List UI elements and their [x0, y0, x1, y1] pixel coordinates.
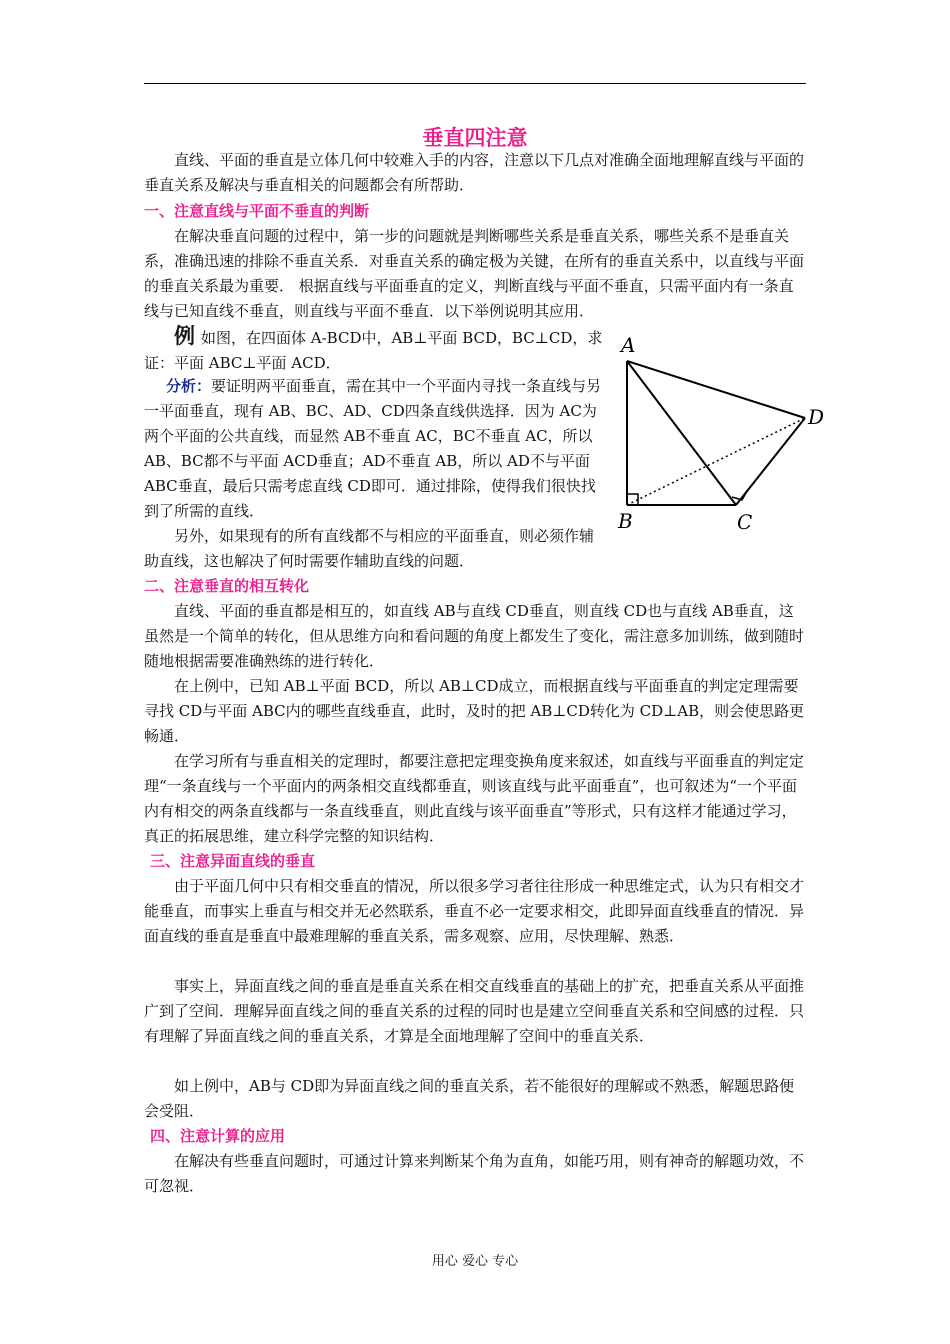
section-1-paragraph-1: 在解决垂直问题的过程中，第一步的问题就是判断哪些关系是垂直关系，哪些关系不是垂直关系，准确迅速的排除不垂直关系．对垂直关系的确定极为关键，在所有的垂直关系中，以直线与平面的垂直关系最为重要． 根据直线与平面垂直的定义，判断直线与平面不垂直，只需平面内有一条直线与已知直线不垂直，则直线与平面不垂直．以下举例说明其应用． [144, 227, 805, 320]
label-c: C [737, 510, 753, 534]
section-1-heading: 一、注意直线与平面不垂直的判断 [144, 202, 370, 220]
example-label: 例 [174, 324, 195, 348]
section-3-heading: 三、注意异面直线的垂直 [150, 852, 316, 870]
analysis-text: 要证明两平面垂直，需在其中一个平面内寻找一条直线与另一平面垂直，现有 AB、BC、AD、CD四条直线供选择．因为 AC为两个平面的公共直线，而显然 AB不垂直 AC，BC不垂直 AC，所以 AB、BC都不与平面 ACD垂直；AD不垂直 AB，所以 AD不与平面 ABC垂直，最后只需考虑直线 CD即可．通过排除，使得我们很快找到了所需的直线． [144, 377, 602, 520]
label-d: D [808, 405, 825, 429]
tetrahedron-figure [606, 330, 828, 538]
edge-ad [627, 361, 805, 418]
edge-ac [627, 361, 736, 505]
example-paragraph [144, 324, 606, 376]
header-rule [144, 83, 806, 84]
page-title: 垂直四注意 [422, 126, 528, 150]
section-2-paragraph-3: 在学习所有与垂直相关的定理时，都要注意把定理变换角度来叙述，如直线与平面垂直的判定定理“一条直线与一个平面内的两条相交直线都垂直，则该直线与此平面垂直”，也可叙述为“一个平面内有相交的两条直线都与一条直线垂直，则此直线与该平面垂直”等形式，只有这样才能通过学习，真正的拓展思维，建立科学完整的知识结构． [144, 752, 805, 845]
page-footer: 用心 爱心 专心 [431, 1254, 519, 1269]
section-3-paragraph-2: 事实上，异面直线之间的垂直是垂直关系在相交直线垂直的基础上的扩充，把垂直关系从平面推广到了空间．理解异面直线之间的垂直关系的过程的同时也是建立空间垂直关系和空间感的过程．只有理解了异面直线之间的垂直关系，才算是全面地理解了空间中的垂直关系． [144, 977, 805, 1045]
section-3-paragraph-1: 由于平面几何中只有相交垂直的情况，所以很多学习者往往形成一种思维定式，认为只有相交才能垂直，而事实上垂直与相交并无必然联系，垂直不必一定要求相交，此即异面直线垂直的情况．异面直线的垂直是垂直中最难理解的垂直关系，需多观察、应用，尽快理解、熟悉． [144, 877, 805, 945]
section-2-paragraph-2: 在上例中，已知 AB⊥平面 BCD，所以 AB⊥CD成立，而根据直线与平面垂直的判定定理需要寻找 CD与平面 ABC内的哪些直线垂直，此时，及时的把 AB⊥CD转化为 CD⊥AB，则会使思路更畅通． [144, 677, 805, 745]
label-a: A [621, 333, 636, 357]
right-angle-b [627, 494, 638, 505]
section-2-paragraph-1: 直线、平面的垂直都是相互的，如直线 AB与直线 CD垂直，则直线 CD也与直线 AB垂直，这虽然是一个简单的转化，但从思维方向和看问题的角度上都发生了变化，需注意多加训练，做到随时随地根据需要准确熟练的进行转化． [144, 602, 805, 670]
section-3-paragraph-3: 如上例中，AB与 CD即为异面直线之间的垂直关系，若不能很好的理解或不熟悉，解题思路便会受阻． [144, 1077, 795, 1120]
edge-cd [736, 418, 805, 505]
label-b: B [618, 509, 633, 533]
intro-paragraph: 直线、平面的垂直是立体几何中较难入手的内容，注意以下几点对准确全面地理解直线与平面的垂直关系及解决与垂直相关的问题都会有所帮助． [144, 151, 805, 194]
section-4-heading: 四、注意计算的应用 [150, 1127, 286, 1145]
analysis-label: 分析： [166, 377, 212, 395]
edge-bd-hidden [627, 418, 805, 505]
example-text: 如图，在四面体 A-BCD中，AB⊥平面 BCD，BC⊥CD，求证：平面 ABC⊥平面 ACD． [144, 329, 603, 372]
analysis-paragraph [144, 374, 606, 524]
section-2-heading: 二、注意垂直的相互转化 [144, 577, 310, 595]
section-1-paragraph-2: 另外，如果现有的所有直线都不与相应的平面垂直，则必须作辅助直线，这也解决了何时需要作辅助直线的问题． [144, 527, 595, 570]
section-4-paragraph-1: 在解决有些垂直问题时，可通过计算来判断某个角为直角，如能巧用，则有神奇的解题功效，不可忽视． [144, 1152, 805, 1195]
